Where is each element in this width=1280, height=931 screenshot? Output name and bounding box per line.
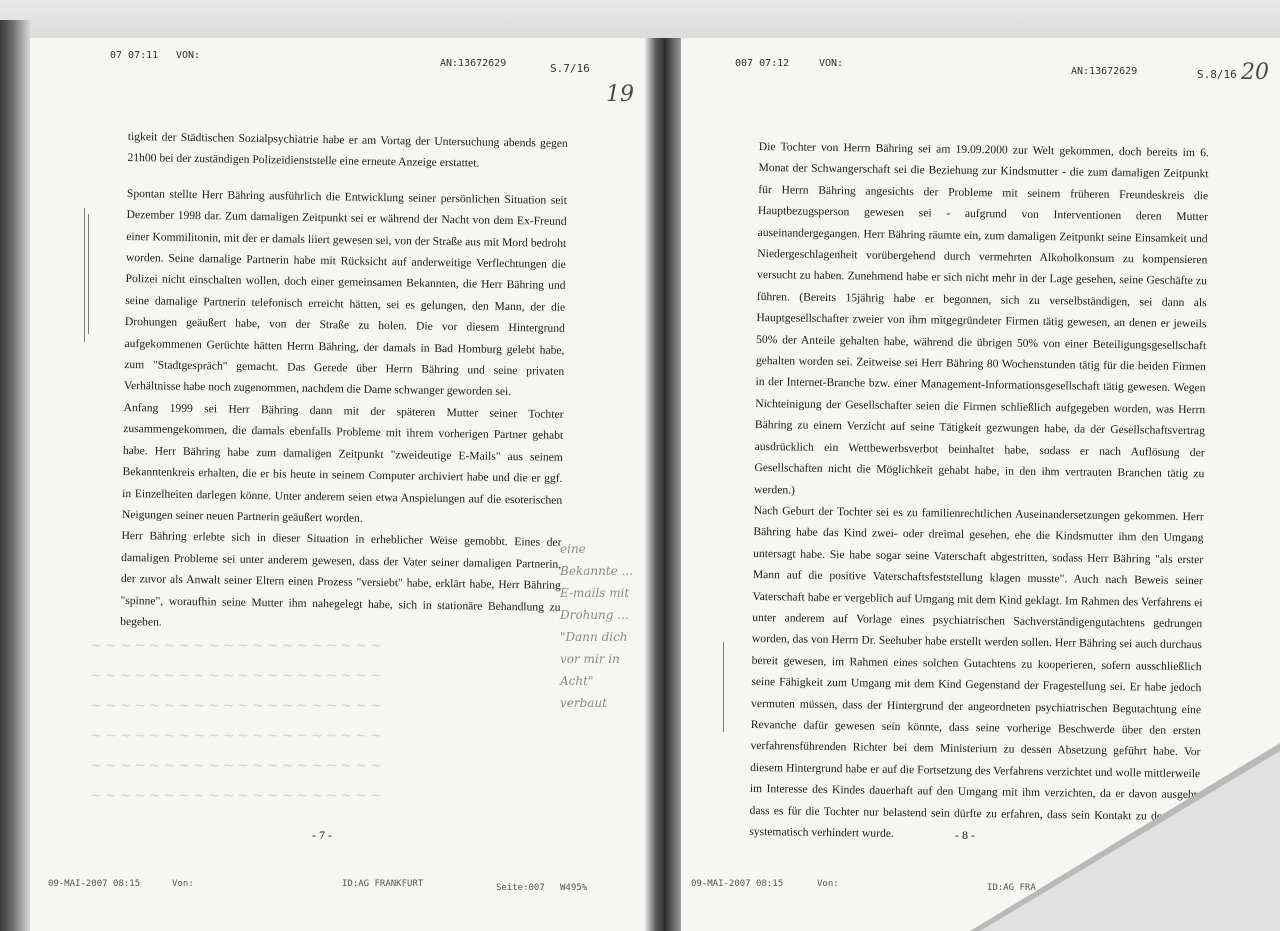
book-gutter	[645, 38, 681, 931]
fax-id: ID:AG FRA	[987, 883, 1036, 893]
fax-code: W495%	[560, 883, 588, 893]
right-fax-header	[681, 46, 1280, 81]
handwritten-page-number: 19	[606, 82, 634, 107]
fax-id: ID:AG FRANKFURT	[342, 879, 424, 889]
faint-handwriting: ~~~~~~~~~~~~~~~~~~~~	[90, 758, 385, 774]
margin-mark	[84, 208, 85, 342]
fax-from: VON:	[176, 50, 201, 61]
fax-from: Von:	[817, 879, 839, 889]
paragraph: Nach Geburt der Tochter sei es zu familienrechtlichen Auseinandersetzungen gekommen. Herr Bähring habe das Kind zwei- oder dreimal gesehen, ehe die Kindsmutter ihm den Umgang untersagt habe. Sie habe sogar seine Vaterschaft abgestritten, sodass Herr Bähring "als erster Mann auf die positive Vaterschaftsfeststellung klagen musste". Auch nach Beweis seiner Vaterschaft habe er vergeblich auf Umgang mit dem Kind geklagt. Im Rahmen des Verfahrens ei unter anderem auf Vorlage eines psychiatrischen Sachverständigengutachtens gedrungen worden, das von Herrn Dr. Seehuber habe erstellt werden sollen. Herr Bähring sei auch durchaus bereit gewesen, im Rahmen eines solchen Gutachtens zu kooperieren, sofern ausschließlich seine Fähigkeit zum Umgang mit dem Kind Gegenstand der Fragestellung sei. Er habe jedoch vermuten müssen, dass der Hintergrund der angeordneten psychiatrischen Begutachtung eine Revanche dafür gewesen sein könnte, dass seine vorherige Beschwerde über den ersten verfahrensführenden Richter bei dem Ministerium zu dessen Absetzung geführt habe. Vor diesem Hintergrund habe er auf die Fortsetzung des Verfahrens verzichtet und wolle mittlerweile im Interesse des Kindes dauerhaft auf den Umgang mit ihm verzichten, da er davon ausgeht, dass es für die Tochter nur belastend sein dürfte zu erfahren, dass sein Kontakt zu dem Vater systematisch verhindert wurde.	[749, 503, 1204, 840]
fax-page: S.7/16	[550, 62, 590, 75]
faint-handwriting: ~~~~~~~~~~~~~~~~~~~~	[90, 668, 385, 684]
fax-from: VON:	[819, 58, 844, 69]
faint-handwriting: ~~~~~~~~~~~~~~~~~~~~	[90, 638, 385, 654]
paragraph: Herr Bähring erlebte sich in dieser Situation in erheblicher Weise gemobbt. Eines der damaligen Probleme sei unter anderem gewesen, dass der Vater seiner damaligen Partnerin, der zuvor als Anwalt seiner Eltern einen Prozess "versiebt" habe, erklärt habe, Herr Bähring "spinne", woraufhin seine Mutter ihm nahegelegt habe, sich in stationäre Behandlung zu begeben.	[120, 529, 562, 629]
scan-left-edge	[0, 20, 30, 931]
faint-handwriting: ~~~~~~~~~~~~~~~~~~~~	[90, 698, 385, 714]
page-number: - 8 -	[955, 828, 975, 842]
fax-from: Von:	[172, 879, 194, 889]
paragraph: Anfang 1999 sei Herr Bähring dann mit der späteren Mutter seiner Tochter zusammengekommen, die damals ebenfalls Probleme mit ihrem vorherigen Partner gehabt habe. Herr Bähring habe zum damaligen Zeitpunkt "zweideutige E-Mails" aus seinem Bekanntenkreis erhalten, die er bis heute in seinem Computer archiviert habe und die er ggf. in Einzelheiten darlegen könne. Unter anderem seien etwa Anspielungen auf die esoterischen Neigungen seiner neuen Partnerin geäußert worden.	[121, 400, 564, 525]
fax-date: 09-MAI-2007 08:15	[48, 879, 141, 889]
handwritten-margin-note: eine Bekannte ... E-mails mit Drohung ... "Dann dich vor mir in Acht" verbaut	[560, 542, 633, 710]
left-fax-footer	[30, 879, 645, 893]
scan-top-band	[0, 0, 1280, 38]
left-page	[30, 38, 645, 931]
fax-an: AN:13672629	[1071, 66, 1138, 77]
fax-seite: Seite:007	[496, 883, 545, 893]
left-fax-header	[30, 46, 645, 74]
right-page-body	[749, 136, 1209, 849]
left-page-body	[120, 126, 568, 639]
fax-time: 07 07:11	[110, 50, 159, 61]
fax-an: AN:13672629	[440, 58, 507, 69]
fax-date: 09-MAI-2007 08:15	[691, 879, 784, 889]
paragraph: tigkeit der Städtischen Sozialpsychiatrie habe er am Vortag der Untersuchung abends gegen 21h00 bei der zuständigen Polizeidienststelle eine erneute Anzeige erstattet.	[127, 129, 568, 170]
faint-handwriting: ~~~~~~~~~~~~~~~~~~~~	[90, 788, 385, 804]
margin-mark	[723, 642, 724, 732]
faint-handwriting: ~~~~~~~~~~~~~~~~~~~~	[90, 728, 385, 744]
paragraph: Spontan stellte Herr Bähring ausführlich die Entwicklung seiner persönlichen Situation seit Dezember 1998 dar. Zum damaligen Zeitpunkt sei er während der Nacht von dem Ex-Freund einer Kommilitonin, mit der er damals liiert gewesen sei, von der Straße aus mit Mord bedroht worden. Seine damalige Partnerin habe mit Rücksicht auf anderweitige Verflechtungen die Polizei nicht einschalten wollen, doch einer gemeinsamen Bekannten, die Herr Bähring und seine damalige Partnerin telefonisch erreicht hätten, sei es gelungen, den Mann, der die Drohungen geäußert habe, von der Straße zu holen. Die vor diesem Hintergrund aufgekommenen Gerüchte hätten Herrn Bähring, der damals in Bad Homburg gelebt habe, zum "Stadtgespräch" gemacht. Das Gerede über Herrn Bähring und seine privaten Verhältnisse habe noch zugenommen, nachdem die Dame schwanger geworden sei.	[123, 186, 567, 399]
page-corner-fold	[980, 751, 1280, 931]
fax-page: S.8/16	[1197, 68, 1237, 81]
fax-time: 007 07:12	[735, 58, 790, 69]
margin-mark	[88, 214, 89, 334]
page-number: - 7 -	[312, 828, 332, 842]
handwritten-page-number: 20	[1241, 60, 1269, 85]
paragraph: Die Tochter von Herrn Bähring sei am 19.09.2000 zur Welt gekommen, doch bereits im 6. Monat der Schwangerschaft sei die Beziehung zur Kindsmutter - die zum damaligen Zeitpunkt für Herrn Bähring angesichts der Probleme mit seinem früheren Freundeskreis die Hauptbezugsperson gewesen sei - aufgrund von Interventionen deren Mutter auseinandergegangen. Herr Bähring räumte ein, zum damaligen Zeitpunkt seine Einsamkeit und Niedergeschlagenheit vorübergehend durch vermehrten Alkoholkonsum zu kompensieren versucht zu haben. Zunehmend habe er sich nicht mehr in der Lage gesehen, seine Geschäfte zu führen. (Bereits 15jährig habe er begonnen, sich zu verselbständigen, sei dann als Hauptgesellschafter zweier von ihm mitgegründeter Firmen tätig gewesen, an denen er jeweils 50% der Anteile gehalten habe, während die übrigen 50% von einer Beteiligungsgesellschaft gehalten worden sei. Zeitweise sei Herr Bähring 80 Wochenstunden tätig für die beiden Firmen in der Internet-Branche bzw. einer Management-Informationsgesellschaft tätig gewesen. Wegen Nichteinigung der Gesellschafter seien die Firmen schließlich aufgegeben worden, was Herrn Bähring zu einem Verzicht auf seine Tätigkeit gezwungen habe, da der Gesellschaftsvertrag ausdrücklich ein Wettbewerbsverbot beinhaltet habe, sodass er nach Auflösung der Gesellschaften nicht die Möglichkeit gehabt habe, in den ihm vertrauten Branchen tätig zu werden.)	[753, 139, 1209, 497]
